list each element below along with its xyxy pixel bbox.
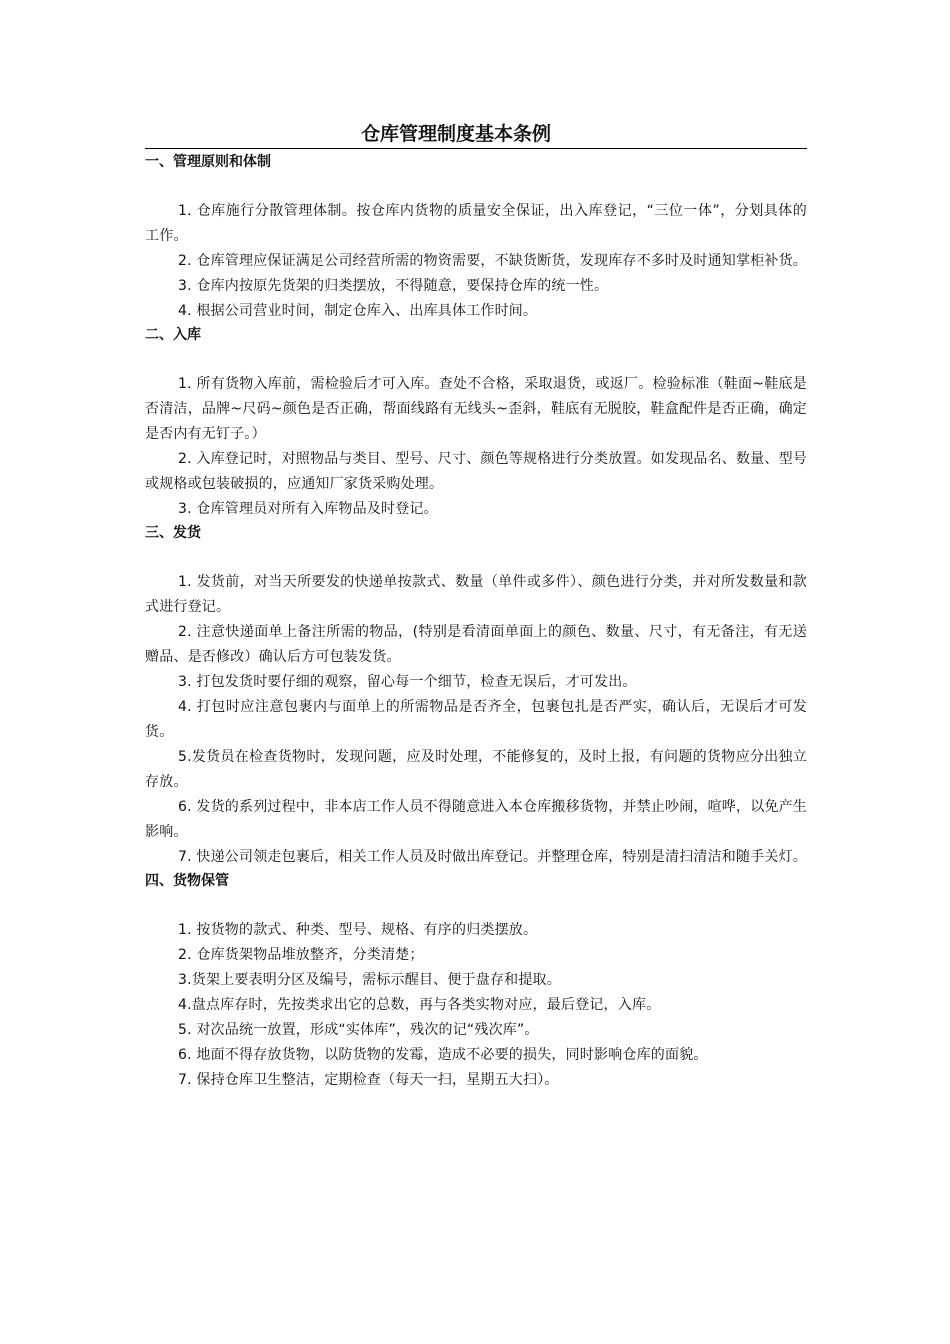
section-heading: 一、管理原则和体制 — [145, 154, 271, 170]
section-body — [145, 570, 807, 870]
paragraph: 4. 根据公司营业时间，制定仓库入、出库具体工作时间。 — [178, 303, 538, 319]
paragraph: 5. 对次品统一放置，形成“实体库”，残次的记“残次库”。 — [178, 1022, 539, 1038]
section-body — [145, 372, 807, 522]
paragraph: 2. 仓库货架物品堆放整齐，分类清楚； — [178, 947, 424, 963]
paragraph: 2. 仓库管理应保证满足公司经营所需的物资需要，不缺货断货，发现库存不多时及时通知掌柜补货。 — [178, 253, 808, 269]
paragraph: 6. 发货的系列过程中，非本店工作人员不得随意进入本仓库搬移货物，并禁止吵闹，喧哗，以免产生影响。 — [145, 799, 808, 840]
document-page — [145, 120, 807, 1093]
section-body — [145, 199, 807, 324]
paragraph: 1. 发货前，对当天所要发的快递单按款式、数量（单件或多件）、颜色进行分类，并对所发数量和款式进行登记。 — [145, 574, 807, 615]
paragraph: 7. 保持仓库卫生整洁，定期检查（每天一扫，星期五大扫）。 — [178, 1072, 559, 1088]
paragraph: 1. 所有货物入库前，需检验后才可入库。查处不合格，采取退货，或返厂。检验标准（鞋面~鞋底是否清洁，品牌~尺码~颜色是否正确，帮面线路有无线头~歪斜，鞋底有无脱胶，鞋盒配件是否正确，确定是否内有无钉子。） — [145, 376, 807, 442]
paragraph: 1. 仓库施行分散管理体制。按仓库内货物的质量安全保证，出入库登记，“三位一体”，分划具体的工作。 — [145, 203, 807, 244]
section-inbound — [145, 324, 807, 522]
section-shipping — [145, 522, 807, 870]
paragraph: 3. 仓库管理员对所有入库物品及时登记。 — [178, 501, 438, 517]
section-heading: 四、货物保管 — [145, 873, 229, 889]
section-storage — [145, 870, 807, 1093]
section-heading: 二、入库 — [145, 327, 201, 343]
section-body — [145, 918, 807, 1093]
paragraph: 5.发货员在检查货物时，发现问题，应及时处理，不能修复的，及时上报，有问题的货物应分出独立存放。 — [145, 749, 807, 790]
paragraph: 7. 快递公司领走包裹后，相关工作人员及时做出库登记。并整理仓库，特别是清扫清洁和随手关灯。 — [178, 849, 808, 865]
paragraph: 3. 打包发货时要仔细的观察，留心每一个细节，检查无误后，才可发出。 — [178, 674, 637, 690]
paragraph: 4.盘点库存时，先按类求出它的总数，再与各类实物对应，最后登记，入库。 — [178, 997, 661, 1013]
paragraph: 3. 仓库内按原先货架的归类摆放，不得随意，要保持仓库的统一性。 — [178, 278, 609, 294]
document-title: 仓库管理制度基本条例 — [145, 120, 807, 149]
paragraph: 4. 打包时应注意包裹内与面单上的所需物品是否齐全，包裹包扎是否严实，确认后，无误后才可发货。 — [145, 699, 807, 740]
section-management-principles — [145, 151, 807, 324]
paragraph: 6. 地面不得存放货物，以防货物的发霉，造成不必要的损失，同时影响仓库的面貌。 — [178, 1047, 708, 1063]
section-heading: 三、发货 — [145, 525, 201, 541]
paragraph: 1. 按货物的款式、种类、型号、规格、有序的归类摆放。 — [178, 922, 538, 938]
paragraph: 2. 注意快递面单上备注所需的物品，(特别是看清面单面上的颜色、数量、尺寸，有无备注，有无送赠品、是否修改）确认后方可包装发货。 — [145, 624, 807, 665]
paragraph: 3.货架上要表明分区及编号，需标示醒目、便于盘存和提取。 — [178, 972, 561, 988]
paragraph: 2. 入库登记时，对照物品与类目、型号、尺寸、颜色等规格进行分类放置。如发现品名、数量、型号或规格或包装破损的，应通知厂家货采购处理。 — [145, 451, 808, 492]
